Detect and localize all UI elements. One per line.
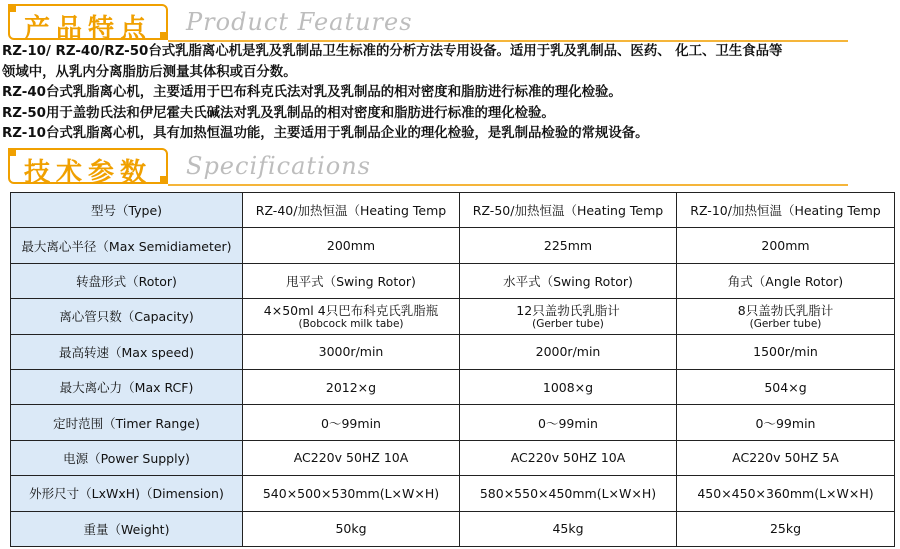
row-label: 离心管只数（Capacity) bbox=[11, 299, 243, 334]
row-label: 型号（Type) bbox=[11, 193, 243, 228]
cell-rz10: 1500r/min bbox=[677, 334, 895, 369]
cell-rz50: AC220v 50HZ 10A bbox=[460, 440, 677, 475]
row-label: 定时范围（Timer Range) bbox=[11, 405, 243, 440]
row-label: 重量（Weight) bbox=[11, 511, 243, 546]
table-row bbox=[11, 299, 895, 334]
table-row bbox=[11, 405, 895, 440]
cell-rz10: 200mm bbox=[677, 228, 895, 263]
specs-header bbox=[8, 148, 888, 188]
specs-title-box bbox=[8, 148, 168, 188]
cell-rz40: 0～99min bbox=[243, 405, 460, 440]
row-label: 最大离心力（Max RCF) bbox=[11, 369, 243, 404]
cell-rz50 bbox=[460, 299, 677, 334]
spec-table bbox=[10, 192, 895, 547]
cell-rz10: 504×g bbox=[677, 369, 895, 404]
table-row bbox=[11, 334, 895, 369]
cell-sub: (Gerber tube) bbox=[749, 317, 822, 330]
cell-main: 4×50ml 4只巴布科克氏乳脂瓶 bbox=[263, 302, 439, 318]
row-label: 最高转速（Max speed) bbox=[11, 334, 243, 369]
table-row bbox=[11, 263, 895, 298]
cell-rz40: 540×500×530mm(L×W×H) bbox=[243, 476, 460, 511]
table-row bbox=[11, 511, 895, 546]
table-row bbox=[11, 193, 895, 228]
cell-rz40: 50kg bbox=[243, 511, 460, 546]
row-label: 电源（Power Supply) bbox=[11, 440, 243, 475]
cell-rz50: 45kg bbox=[460, 511, 677, 546]
row-label: 外形尺寸（LxWxH)（Dimension) bbox=[11, 476, 243, 511]
cell-rz40: 2012×g bbox=[243, 369, 460, 404]
features-title-en: Product Features bbox=[186, 8, 413, 36]
cell-sub: (Bobcock milk tabe) bbox=[298, 317, 404, 330]
features-line: RZ-40台式乳脂离心机，主要适用于巴布科克氏法对乳及乳制品的相对密度和脂肪进行标准的理化检验。 bbox=[2, 85, 622, 100]
features-title-box bbox=[8, 4, 168, 44]
features-text bbox=[2, 42, 898, 145]
cell-rz40: 200mm bbox=[243, 228, 460, 263]
cell-rz10: RZ-10/加热恒温（Heating Temp bbox=[677, 193, 895, 228]
cell-rz50: 225mm bbox=[460, 228, 677, 263]
cell-rz10: 0～99min bbox=[677, 405, 895, 440]
cell-rz10: 450×450×360mm(L×W×H) bbox=[677, 476, 895, 511]
table-row bbox=[11, 476, 895, 511]
cell-rz10: 角式（Angle Rotor) bbox=[677, 263, 895, 298]
cell-rz50: 水平式（Swing Rotor) bbox=[460, 263, 677, 298]
row-label: 最大离心半径（Max Semidiameter) bbox=[11, 228, 243, 263]
specs-underline bbox=[168, 184, 848, 186]
cell-rz10: AC220v 50HZ 5A bbox=[677, 440, 895, 475]
table-row bbox=[11, 440, 895, 475]
cell-rz50: 2000r/min bbox=[460, 334, 677, 369]
features-header bbox=[8, 4, 888, 44]
features-line: RZ-10台式乳脂离心机，具有加热恒温功能，主要适用于乳制品企业的理化检验，是乳制品检验的常规设备。 bbox=[2, 126, 649, 141]
cell-sub: (Gerber tube) bbox=[532, 317, 604, 330]
table-row bbox=[11, 228, 895, 263]
cell-main: 8只盖勃氏乳脂计 bbox=[737, 302, 834, 318]
cell-rz40: AC220v 50HZ 10A bbox=[243, 440, 460, 475]
row-label: 转盘形式（Rotor) bbox=[11, 263, 243, 298]
cell-rz50: 580×550×450mm(L×W×H) bbox=[460, 476, 677, 511]
cell-rz40: 3000r/min bbox=[243, 334, 460, 369]
cell-rz50: 0～99min bbox=[460, 405, 677, 440]
cell-rz40: 甩平式（Swing Rotor) bbox=[243, 263, 460, 298]
cell-rz50: RZ-50/加热恒温（Heating Temp bbox=[460, 193, 677, 228]
cell-rz40: RZ-40/加热恒温（Heating Temp bbox=[243, 193, 460, 228]
features-line: RZ-10/ RZ-40/RZ-50台式乳脂离心机是乳及乳制品卫生标准的分析方法专用设备。适用于乳及乳制品、医药、 化工、卫生食品等 bbox=[2, 44, 783, 59]
features-title-cn: 产品特点 bbox=[24, 14, 153, 44]
specs-title-en: Specifications bbox=[186, 152, 371, 180]
features-line: RZ-50用于盖勃氏法和伊尼霍夫氏碱法对乳及乳制品的相对密度和脂肪进行标准的理化检验。 bbox=[2, 105, 555, 121]
cell-rz40 bbox=[243, 299, 460, 334]
specs-title-cn: 技术参数 bbox=[24, 158, 153, 188]
cell-rz50: 1008×g bbox=[460, 369, 677, 404]
features-line: 领域中，从乳内分离脂肪后测量其体积或百分数。 bbox=[2, 64, 297, 80]
cell-rz10 bbox=[677, 299, 895, 334]
cell-main: 12只盖勃氏乳脂计 bbox=[516, 302, 620, 318]
table-row bbox=[11, 369, 895, 404]
cell-rz10: 25kg bbox=[677, 511, 895, 546]
